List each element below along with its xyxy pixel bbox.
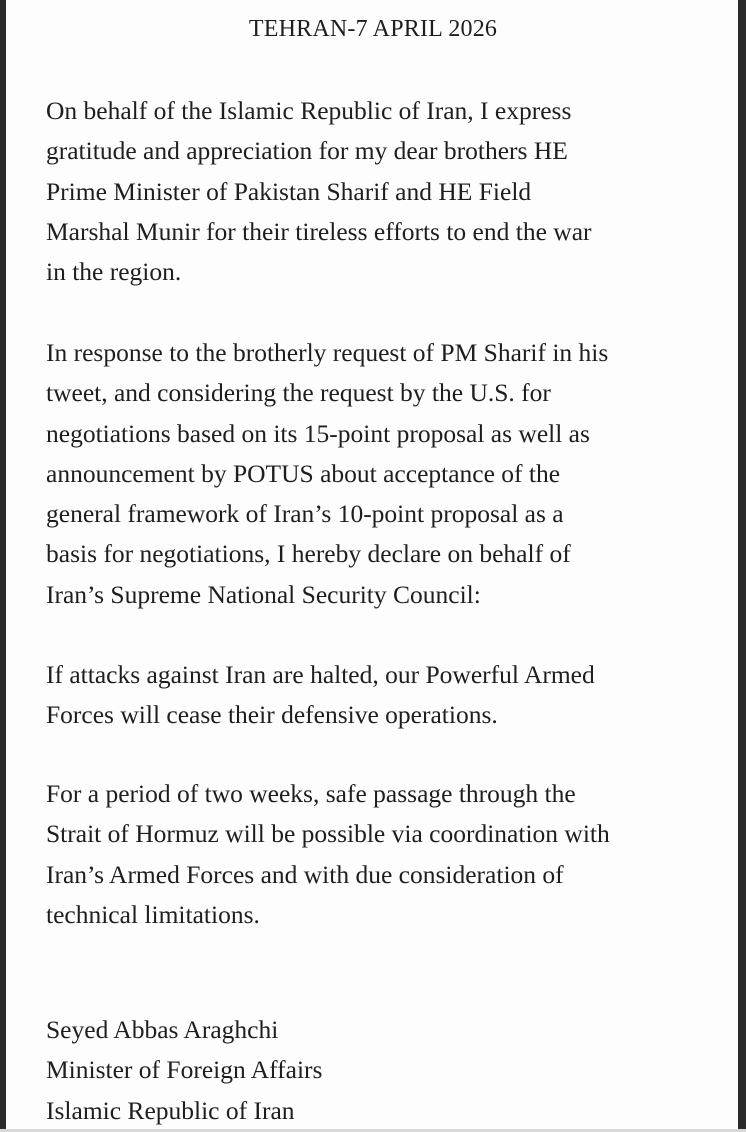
paragraph-line: gratitude and appreciation for my dear brothers HE	[46, 136, 568, 166]
paragraph-line: Forces will cease their defensive operations.	[46, 700, 498, 730]
right-border	[738, 0, 746, 1132]
signatory-title: Minister of Foreign Affairs	[46, 1055, 323, 1085]
paragraph-line: Prime Minister of Pakistan Sharif and HE Field	[46, 176, 532, 206]
signatory-name: Seyed Abbas Araghchi	[46, 1015, 279, 1044]
left-border	[0, 0, 6, 1132]
paragraph-line: Iran’s Armed Forces and with due consideration of	[46, 859, 564, 889]
paragraph-line: general framework of Iran’s 10-point proposal as a	[46, 499, 564, 529]
paragraph-declaration	[46, 333, 726, 615]
paragraph-line: If attacks against Iran are halted, our Powerful Armed	[46, 660, 595, 689]
paragraph-line: On behalf of the Islamic Republic of Iran, I express	[46, 96, 572, 125]
paragraph-line: negotiations based on its 15-point proposal as well as	[46, 418, 590, 448]
signatory-organization: Islamic Republic of Iran	[46, 1095, 295, 1125]
paragraph-line: technical limitations.	[46, 899, 260, 929]
paragraph-line: For a period of two weeks, safe passage through the	[46, 779, 576, 808]
paragraph-line: in the region.	[46, 257, 182, 287]
paragraph-line: Strait of Hormuz will be possible via coordination with	[46, 819, 610, 849]
paragraph-ceasefire	[46, 655, 726, 736]
paragraph-strait-passage	[46, 774, 726, 935]
paragraph-gratitude	[46, 91, 726, 292]
paragraph-line: Iran’s Supreme National Security Council:	[46, 579, 481, 609]
paragraph-line: Marshal Munir for their tireless efforts to end the war	[46, 216, 592, 246]
dateline-heading: TEHRAN-7 APRIL 2026	[248, 16, 498, 42]
paragraph-line: tweet, and considering the request by the U.S. for	[46, 378, 551, 408]
paragraph-line: announcement by POTUS about acceptance of the	[46, 458, 561, 488]
signature-block	[46, 1010, 646, 1131]
paragraph-line: In response to the brotherly request of PM Sharif in his	[46, 338, 609, 367]
paragraph-line: basis for negotiations, I hereby declare on behalf of	[46, 539, 571, 569]
